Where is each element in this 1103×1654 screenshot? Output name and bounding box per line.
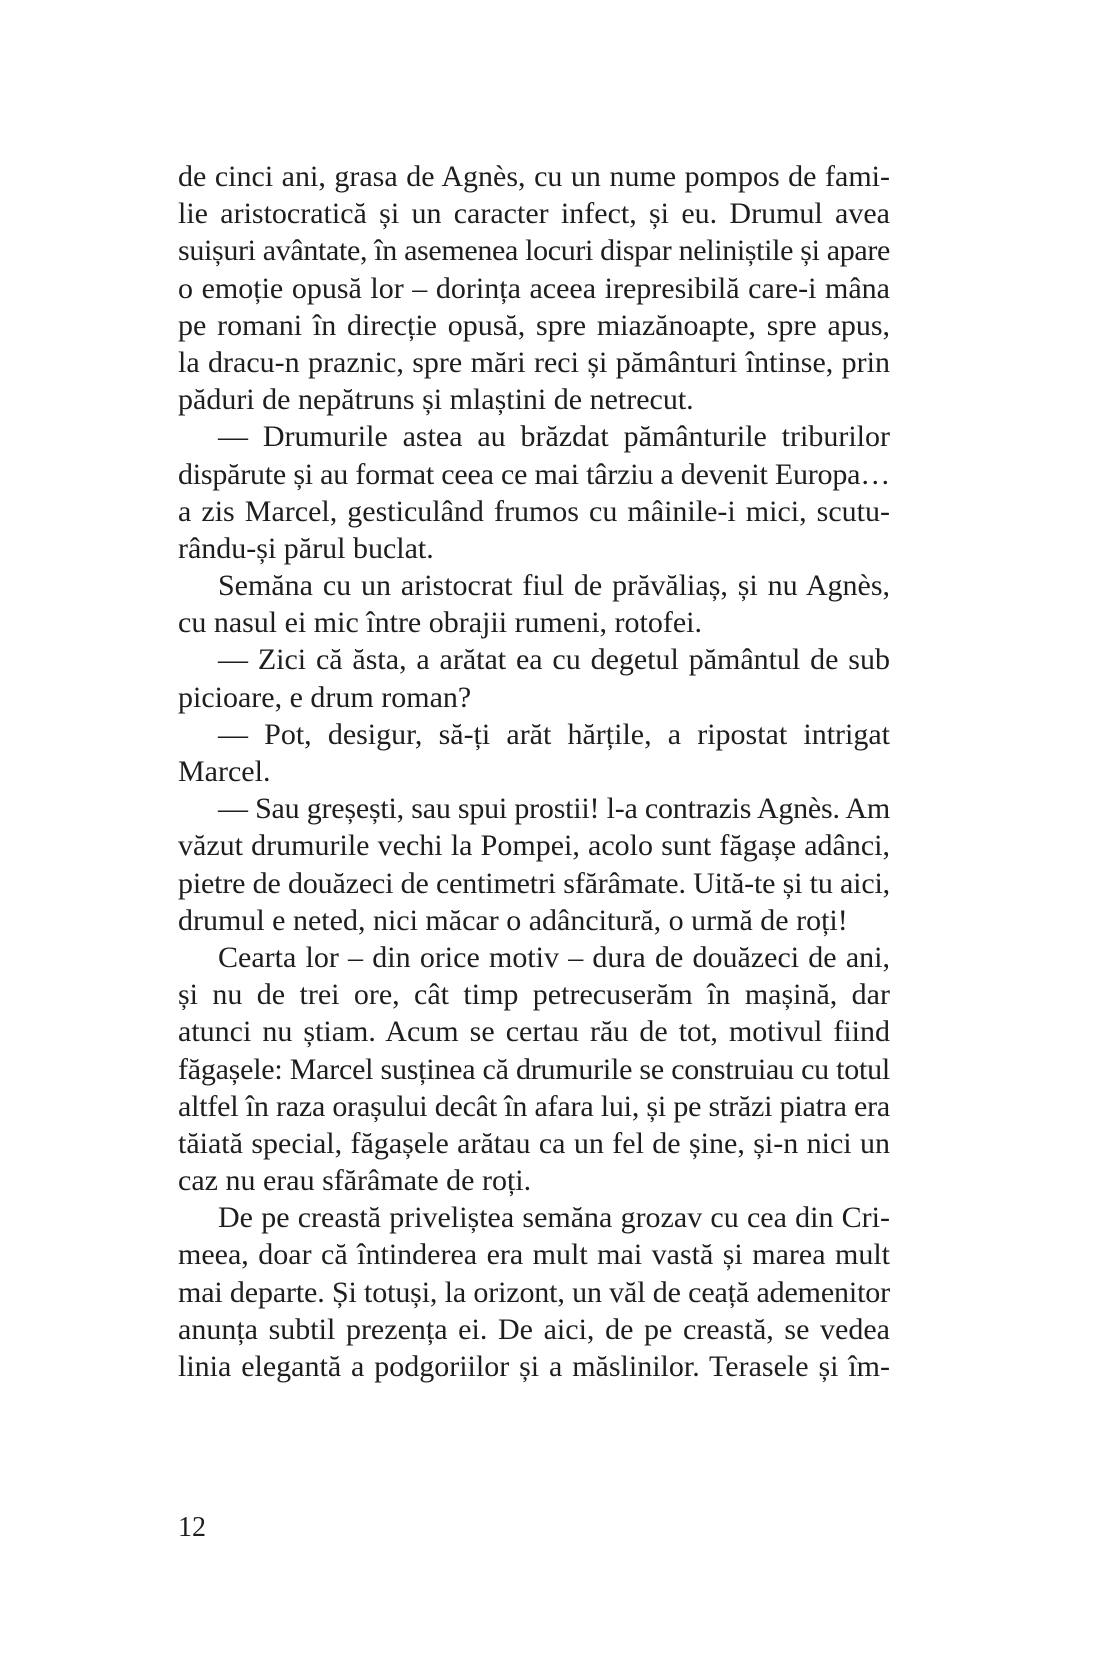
text-line: Semăna cu un aristocrat fiul de prăvăliaș, și nu Agnès, xyxy=(218,569,890,603)
text-line: pietre de douăzeci de centimetri sfărâmate. Uită-te și tu aici, xyxy=(178,866,890,900)
text-line: și nu de trei ore, cât timp petrecuserăm în mașină, dar xyxy=(178,978,890,1012)
text-line: tăiată special, făgașele arătau ca un fel de șine, și-n nici un xyxy=(178,1126,890,1160)
text-line: picioare, e drum roman? xyxy=(178,680,472,714)
page-number: 12 xyxy=(178,1512,206,1543)
text-line: păduri de nepătruns și mlaștini de netrecut. xyxy=(178,383,694,417)
text-line: suișuri avântate, în asemenea locuri dispar neliniștile și apare xyxy=(178,234,890,268)
text-line: atunci nu știam. Acum se certau rău de tot, motivul fiind xyxy=(178,1015,890,1049)
text-line: făgașele: Marcel susținea că drumurile se construiau cu totul xyxy=(178,1052,890,1086)
text-line: lie aristocratică și un caracter infect, și eu. Drumul avea xyxy=(178,197,890,231)
text-line: caz nu erau sfărâmate de roți. xyxy=(178,1164,532,1198)
text-line: cu nasul ei mic între obrajii rumeni, rotofei. xyxy=(178,606,703,640)
text-line: o emoție opusă lor – dorința aceea irepresibilă care-i mâna xyxy=(178,271,890,305)
text-line: — Pot, desigur, să-ți arăt hărțile, a ripostat intrigat xyxy=(218,717,890,751)
text-line: altfel în raza orașului decât în afara lui, și pe străzi piatra era xyxy=(178,1089,890,1123)
text-line: meea, doar că întinderea era mult mai vastă și marea mult xyxy=(178,1238,890,1272)
body-text xyxy=(178,158,890,1385)
text-line: drumul e neted, nici măcar o adâncitură, o urmă de roți! xyxy=(178,903,848,937)
text-line: văzut drumurile vechi la Pompei, acolo sunt făgașe adânci, xyxy=(178,829,890,863)
text-line: — Drumurile astea au brăzdat pământurile triburilor xyxy=(218,420,890,454)
text-line: de cinci ani, grasa de Agnès, cu un nume pompos de fami- xyxy=(178,160,890,193)
text-line: — Zici că ăsta, a arătat ea cu degetul pământul de sub xyxy=(218,643,890,677)
text-line: Marcel. xyxy=(178,755,271,788)
text-line: a zis Marcel, gesticulând frumos cu mâinile-i mici, scutu- xyxy=(178,494,890,528)
text-line: pe romani în direcție opusă, spre miazănoapte, spre apus, xyxy=(178,308,890,342)
text-line: rându-și părul buclat. xyxy=(178,531,434,565)
text-line: — Sau greșești, sau spui prostii! l-a contrazis Agnès. Am xyxy=(218,792,890,826)
text-line: mai departe. Și totuși, la orizont, un văl de ceață ademenitor xyxy=(178,1275,890,1309)
text-line: linia elegantă a podgoriilor și a măslinilor. Terasele și îm- xyxy=(178,1350,890,1383)
text-line: Cearta lor – din orice motiv – dura de douăzeci de ani, xyxy=(218,940,890,974)
text-line: la dracu-n praznic, spre mări reci și pământuri întinse, prin xyxy=(178,345,890,379)
text-line: De pe creastă priveliștea semăna grozav cu cea din Cri- xyxy=(218,1201,890,1235)
text-line: anunța subtil prezența ei. De aici, de pe creastă, se vedea xyxy=(178,1312,890,1346)
text-line: dispărute și au format ceea ce mai târziu a devenit Europa… xyxy=(178,457,890,491)
